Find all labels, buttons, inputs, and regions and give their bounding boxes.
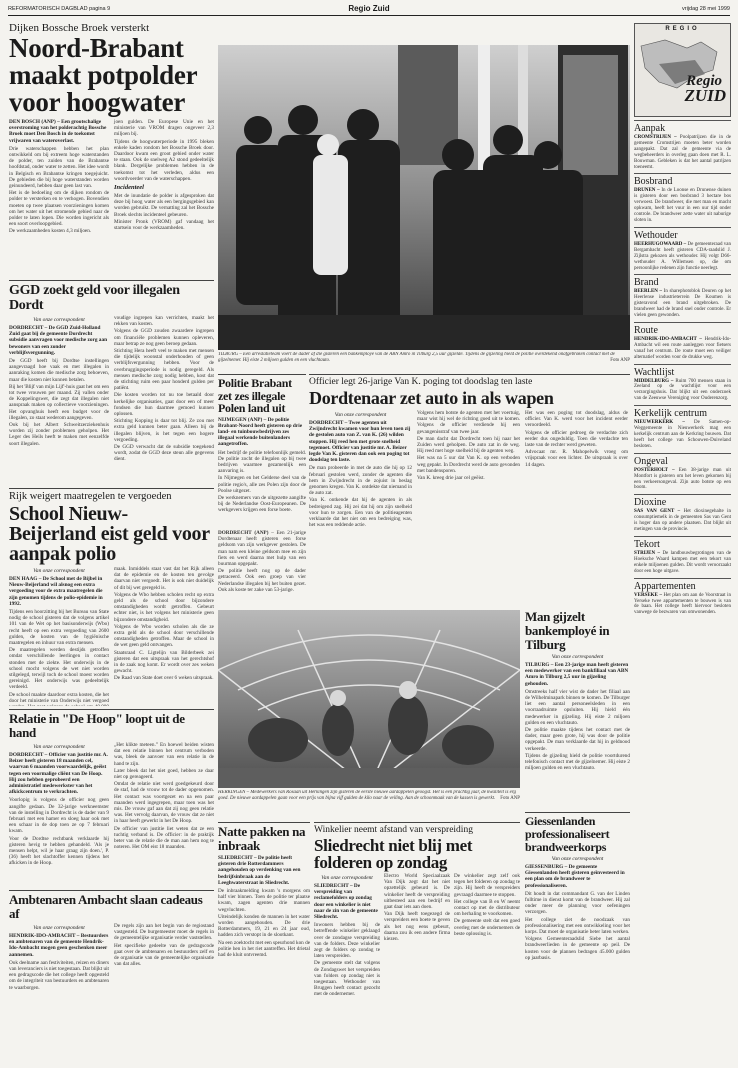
article-brandweer xyxy=(525,812,630,1032)
article-body-col1 xyxy=(9,797,109,866)
sidebar-item-text: Poolpatrijzen die in de gemeente Cromstrijen moeten beter worden aangepakt. Dat zal de gemeente via de wegbeheerders in overleg gaan doen met R. L. Bouwman. Gebleken is dat het aantal patrijzen toeneemt. xyxy=(634,135,731,170)
article-de-hoop xyxy=(9,709,214,887)
paragraph: Tijdens de gijzeling hield de politie voortdurend telefonisch contact met de gijzelnemer. Hij eiste 2 miljoen gulden en een vluchtauto. xyxy=(525,752,630,772)
subheading: Incidenteel xyxy=(114,184,144,192)
sidebar-item-text: De gemeenteraad van Bergambacht heeft gisteren CDA-raadslid J. Zijlstra gekozen als wethouder. Hij volgt D66-wethouder A. Willemsen op, die om persoonlijke redenen zijn functie neerlegt. xyxy=(634,241,731,271)
article-body xyxy=(218,888,310,958)
paragraph: Die kosten worden tot nu toe betaald door kerkelijke organisaties, gaat door een of meer fondsen die hun daarmee gemoed kunnen oplossen. xyxy=(114,392,214,418)
article-lead: TILBURG – Een 23-jarige man heeft gisteren een medewerker van een bankfiliaal van ABN Amro in Tilburg 2,5 uur in gijzeling gehouden. xyxy=(525,662,629,687)
paragraph: De school maakte daardoor extra kosten, die het door het ministerie van Onderwijs niet vergoed xyxy=(9,691,109,704)
sidebar-item xyxy=(634,274,731,319)
sidebar-item-title: Aanpak xyxy=(634,123,666,134)
sidebar-item-title: Ongeval xyxy=(634,455,668,467)
sidebar-item-text: De landbouwbegrotingen van de Hoeksche Waard kampen met een tekort van enkele miljoenen gulden. Dit wordt veroorzaakt door een hoge uitgave. xyxy=(634,550,731,574)
article-headline: Politie Brabant zet zes illegale Polen land uit xyxy=(218,376,292,415)
sidebar-item xyxy=(634,453,731,492)
article-lead: DEN BOSCH (ANP) – Een grootschalige overstroming van het polderachtig Bossche Broek moet Den Bosch in de toekomst vrijwaren van wateroverlast. xyxy=(9,119,107,144)
article-body xyxy=(218,450,306,514)
paragraph: Omstreeks half vier wist de dader het filiaal aan de Wilhelminapark binnen te komen. De Tilburger liet een aantal personeelsleden in een voorraadruimte opsluiten. Hij hield één medewerker in gijzeling. Hij eiste 2 miljoen gulden en een vluchtauto. xyxy=(525,688,630,726)
byline: Van onze correspondent xyxy=(321,875,373,881)
article-lead: HENDRIK-IDO-AMBACHT – Bestuurders en ambtenaren van de gemeente Hendrik-Ido-Ambacht mogen geen geschenken meer aannemen. xyxy=(9,933,109,958)
article-dordrecht-brief xyxy=(218,530,306,606)
article-lead: DEN HAAG – De School met de Bijbel in Nieuw-Beijerland wil alsnog een extra vergoeding voor de extra maatregelen die zijn genomen tijdens de polio-epidemie in 1992. xyxy=(9,576,103,607)
dateline: HENDRIK-IDO-AMBACHT – xyxy=(634,336,702,342)
sidebar-item-text: Een 38-jarige man uit Montfort is gisteren om het leven gekomen bij een verkeersongeval. Zijn auto botste op een boom. xyxy=(634,467,731,491)
dateline: DRUNEN – xyxy=(634,188,660,194)
article-lead: DORDRECHT – De GGD Zuid-Holland Zuid gaat bij de gemeente Dordrecht subsidie aanvragen voor medische zorg aan bewoners van een zonder verblijfsvergunning. xyxy=(9,325,108,356)
paragraph: De gemeente stelt dat een goed overleg met de ondernemers de beste oplossing is. xyxy=(454,918,520,937)
byline: Van onze correspondent xyxy=(33,317,85,323)
sidebar-item xyxy=(634,322,731,361)
logo-top-text: REGIO xyxy=(665,26,700,32)
article-ambacht xyxy=(9,890,214,1030)
paragraph: Uiteindelijk konden de mannen in het water worden aangehouden. De drie Rotterdammers, 19, 21 en 24 jaar oud, hadden zich verstopt in de slootkant. xyxy=(218,913,310,939)
byline: Van onze correspondent xyxy=(551,856,604,862)
header-left: REFORMATORISCH DAGBLAD pagina 9 xyxy=(8,6,111,12)
article-body-col1 xyxy=(9,146,109,235)
article-body-col1 xyxy=(309,465,412,528)
photo-arrest-caption xyxy=(218,352,630,372)
article-body xyxy=(525,689,630,772)
sidebar-item-title: Route xyxy=(634,324,658,336)
paragraph: Met de inundatie de polder is afgesproken dat deze bij hoog water als een bergingsgebied kan worden gebruikt. De vernatting zal het Bossche Broek slechts incidenteel gebeuren. xyxy=(114,193,214,218)
paragraph: De politie heeft nog op de dader getraceerd. Ook een groep van vier Nederlandse illegalen bij het buiten gezet. Ook als koste ter zake van 53-jarige. xyxy=(218,568,306,593)
paragraph: De Raad van State doet over 6 weken uitspraak. xyxy=(114,675,214,682)
photo-credit: Foto ANP xyxy=(610,357,630,363)
paragraph: Volgens Gemeenteraadslid Siebe het aantal brandweerlieden in de gemeente op peil. De kosten voor de plannen bedragen 45.000 gulden op jaarbasis. xyxy=(525,936,630,961)
sidebar-item-text: Het dioxinegehalte in consumptiemelk in de gemeenten Sas van Gent is hoger dan op andere plaatsen. Dat blijkt uit metingen van de provincie. xyxy=(634,509,731,533)
article-kicker: Rijk weigert maatregelen te vergoeden xyxy=(9,491,172,502)
paragraph: „Het klikte meteen.” En hoewel beiden wisten dat een relatie binnen het centrum verboden was, bleek de aanvoer van een relatie in de hand te zijn. xyxy=(114,742,214,767)
paragraph: Van K. ontkende dat hij de agenten in als bedreigend zag. Hij zei dat hij om zijn snelheid voor hun te zorgen. Een van de politieagenten verklaarde dat het niet om een bedreiging was, het was een reddende actie. xyxy=(309,497,412,529)
paragraph: Tijdens een hoorzitting bij het Bureau van State nodig de school gisteren dat de volgens artikel 101 van de Wet op het basisonderwijs (Wbo) recht heeft op een extra vergoeding van 2600 gulden, de kosten van de hygiënische maatregelen en inhuur van extra mensen. xyxy=(9,609,109,647)
article-lead: DORDRECHT – Officier van justitie mr. A. Beizer heeft gisteren 18 maanden cel, waarvan 6 maanden voorwaardelijk, geëist tegen een voormalige cliënt van De Hoop. Hij zou hebben geprobeerd een administratief medewerkster van het afkickcentrum te verkrachten. xyxy=(9,752,108,796)
sidebar-item xyxy=(634,405,731,450)
paragraph: In Nijmegen en het Gelderse deel van de politie regio's, alle zes Polen zijn door de Poolse uitgezet. xyxy=(218,475,306,494)
sidebar-item xyxy=(634,494,731,533)
article-body-col1 xyxy=(9,358,109,447)
dateline: VERSEKE – xyxy=(634,592,662,598)
logo-word-2: ZUID xyxy=(684,86,726,105)
paragraph: Volgens de GGD zouden zwaardere ingrepen om financiële problemen kunnen opleveren, maar betrap ze nog geen beroep gedaan. xyxy=(114,328,214,347)
sidebar-item-title: Bosbrand xyxy=(634,176,673,188)
sidebar-item-text: Ruim 700 mensen staan in Zeeland op de wachtlijst voor een verzorgingshuis. Dat blijkt uit een onderzoek van de Zeeuwse Vereniging voor Ouderenzorg. xyxy=(634,378,731,402)
paragraph: Stichting Hera heeft veel te maken met mensen die tijdelijk woonstal onderhouden of geen verblijfsvergunning hebben. Voor de overbruggingsperiode is nodig geregeld. Als mensen medische zorg nodig hebben, kost dat de stichting ruim een paar honderd gulden per patiënt. xyxy=(114,348,214,392)
article-headline: Sliedrecht niet blij met folderen op zondag xyxy=(314,836,473,872)
paragraph: De werkzaamheden kosten 4,3 miljoen. xyxy=(9,228,92,235)
paragraph: De man dacht dat Dordrecht toen hij naar het Zuiden werd geholpen. De auto zat in de weg. Hij reed met hoge snelheid bij de agenten weg. xyxy=(417,435,520,455)
paragraph: Bij het 'Blijf van mijn Lijf'-huis gaat het om een tot twee vrouwen per maand. Zij vallen onder de Koppelingswet, die zegt dat illegalen niet aanspraak maken op collectieve voorzieningen. Het opvanghuis heeft een budget voor de illegalen, zo staat wederom aangegeven. xyxy=(9,383,109,421)
paragraph: – Een 21-jarige Dordtenaar heeft gisteren een forse geldsom van zijn werkgever gestolen. De man nam een kleine geldsom mee en zijn fiets en werd daarna met hulp van een buurman opgepakt. xyxy=(218,530,306,568)
paragraph: Volgens de Wbo worden scholen als die ze extra geld als de school door verschillende omstandigheden getroffen. Maar de school in de wet geen geld ontvangen. xyxy=(114,623,214,649)
article-body-col2 xyxy=(114,566,214,682)
article-lead: GIESSENBURG – De gemeente Giessenlanden heeft gisteren geïnvesteerd in een plan om de brandweer te professionaliseren. xyxy=(525,864,625,889)
paragraph: Voor de Dordtse rechtbank verklaarde hij gisteren hevig te hebben gehandeld. 'Als je mensen helpt, wil je haar graag zijn doen.', P. (36) heeft het slachtoffer kennen tijdens het afkicken in de Hoop. xyxy=(9,835,109,867)
article-body-col3 xyxy=(454,873,520,937)
sidebar-item-title: Kerkelijk centrum xyxy=(634,408,708,420)
paragraph: Minister Pronk (VROM) gaf vandaag het startsein voor de werkzaamheden. xyxy=(114,218,214,232)
paragraph: Het bedrijf de politie telefoonlijk gemeld. De politie zocht de illegalen op bij twee bedrijven waarmee gezamenlijk een aanvaring is. xyxy=(218,449,306,475)
paragraph: Het specifieke gedeelte van de gedragscode gaat over de ambtenaren en bestuurders zelf en de organisatie van de gemeentelijke organisatie van dat alles. xyxy=(114,942,214,968)
paragraph: Het is de bedoeling om de dijken rondom de polder te versterken en te verhogen. Bovendien moeten op twee plaatsen voorzieningen komen om het water uit het stromende gebied naar de polder te laten lopen. Die worden ingericht als een soort overloopgebied. xyxy=(9,190,109,228)
article-body-col3 xyxy=(525,410,628,468)
photo-greenhouse-caption xyxy=(218,790,520,820)
paragraph: Tijdens de hoogwaterperiode in 1995 bleken enkele kaden rondom het Bossche Broek door. Daardoor kwam een groot gebied onder water te staan. Ook de snelweg A2 stond gedeeltelijk blank. Dergelijke problemen hebben in de toekomst tot het verleden, aldus een woordvoerder van de waterschappen. xyxy=(114,138,214,182)
article-headline: Man gijzelt bankemployé in Tilburg xyxy=(525,610,610,652)
paragraph: Drie waterschappen hebben het plan ontwikkeld om bij extreem hoge waterstanden de polder, ten zuiden van de Brabantse hoofdstad, onder water te zetten. Het idee wordt in Belgisch en Brabantse kringen toegejuicht. De gebieden die bij hoge waterstanden worden geinundeerd, hebben daar geen last van. xyxy=(9,145,109,190)
sidebar-item-title: Dioxine xyxy=(634,497,667,509)
sidebar-item-text: Het plan om aan de Voorstraat in Yerseke twee appartementen te bouwen is van de baan. Het college heeft hiervoor besloten vanwege de bezwaren van omwonenden. xyxy=(634,592,731,616)
paragraph: Later bleek dat het niet goed, hebben ze daar niet op gereageerd. xyxy=(114,767,214,781)
page-header xyxy=(8,3,730,16)
article-kicker: Officier legt 26-jarige Van K. poging tot doodslag ten laste xyxy=(309,377,533,387)
paragraph: De winkelier zegt zelf ook tegen het folderen op zondag te zijn. Hij heeft de verspreiders gevraagd daarmee te stoppen. xyxy=(454,873,520,898)
sidebar-item-title: Brand xyxy=(634,277,659,289)
byline: Van onze correspondent xyxy=(551,654,604,660)
dateline: STRIJEN – xyxy=(634,550,661,556)
dateline: HEERHUGOWAARD – xyxy=(634,241,687,247)
article-body-col2b xyxy=(114,193,214,231)
article-headline: School Nieuw-Beijerland eist geld voor aanpak polio xyxy=(9,503,210,565)
sidebar-item-title: Tekort xyxy=(634,538,660,550)
caption-text: TILBURG – Een arrestatieteam voert de dader af die gisteren een bankemployé van de ABN Amro in Tilburg 2,5 uur gijzelde. Tijdens de gijzeling hield de politie overdekend onafgebroken contact met de gijzelnemer. Hij eiste 2 miljoen gulden en een vluchtauto. xyxy=(218,352,615,363)
paragraph: Het college ziet de noodzaak van professionalisering met een ontwikkeling voor het korps. Dat moet de organisatie beter laten werken. xyxy=(525,916,630,936)
dateline: CROMSTRIJEN – xyxy=(634,135,677,140)
article-body-col2 xyxy=(114,315,214,463)
regio-zuid-logo xyxy=(634,23,731,117)
article-headline: Relatie in "De Hoop" loopt uit de hand xyxy=(9,711,185,740)
photo-arrest xyxy=(218,45,630,350)
article-lead: DORDRECHT – Twee agenten uit Zwijndrecht kwamen voor hun leven toen zij de gestolen auto van Z. van K. (26) wilden stoppen. Hij reed hen met grote snelheid tegemoet. Officier van justitie mr. A. Beizer legde Van K. gisteren dan ook een poging tot doodslag ten laste. xyxy=(309,420,411,464)
article-headline: GGD zoekt geld voor illegalen Dordt xyxy=(9,283,180,313)
logo-word-1: Regio xyxy=(686,73,722,89)
article-body-col2 xyxy=(417,410,520,481)
paragraph: voudige ingrepen kan verrichten, maakt het rekken van kosten. xyxy=(114,315,214,328)
paragraph: Het college van B en W neemt contact op met de distributeur om herhaling te voorkomen. xyxy=(454,898,520,918)
paragraph: De GGD heeft bij Dordtse instellingen aangevraagd hoe vaak en met illegalen in aanraking komen die medische zorg behoeven, maar die kosten niet kunnen betalen. xyxy=(9,358,109,383)
paragraph: Na een zoektocht met een speurhond kon de politie hen in het riet aantreffen. Het drietal had de kluit ontvreemd. xyxy=(218,939,310,959)
paragraph: Staatsraad C. Ligtelijn van Bilderbeek zei gisteren dat een uitspraak van het gerechtshof in de zaak nog komt. Er wordt over zes weken gewacht. xyxy=(114,649,214,675)
paragraph: De officier van justitie liet weten dat ze een tuchtig verband is. De officier: in de praktijk beter van de relatie die de man aan hem nog te noteren. Het OM eist 18 maanden. xyxy=(114,825,214,851)
paragraph: De politie maakte tijdens het contact met de dader, maar geen grote, hij was door de politie opgepakt. De man verklaarde dat hij in geldnood verkeerde. xyxy=(525,727,630,752)
paragraph: De gemeente stelt dat volgens de Zondagswet het verspreiden van folders op zondag niet is toegestaan. Wethouder van Bruggen heeft contact gezocht met de ondernemer. xyxy=(314,960,380,998)
article-dordtenaar xyxy=(309,374,630,606)
article-inbraak xyxy=(218,822,310,1032)
paragraph: De regels zijn aan het begin van de regiostand vastgesteld. De burgemeester moet de regels in de gemeentelijke organisatie verder vaststellen. xyxy=(114,923,214,942)
arrest-photo-image xyxy=(218,45,630,350)
caption-text: HERKINGEN – Medewerkers van Rosaan uit Herkingen zijn gisteren de eerste nieuwe aardappelen geoogst. Het is een prachtig jaar, de kwaliteit is erg goed. De nieuwe aardappelen gaan voor een prijs van bijna vijf gulden de kilo naar de veiling. Aan de schoonmaak van de kassen is gewerkt. xyxy=(218,790,517,801)
article-kicker: Dijken Bossche Broek versterkt xyxy=(9,22,150,34)
article-body-col2 xyxy=(114,923,214,967)
paragraph: Volgens de officier gedroeg de verdachte zich eerder dus ongeduldig. Toen die verdachte ten laste van de rechter werd geweten. xyxy=(525,429,628,449)
sidebar-item-title: Wethouder xyxy=(634,229,678,241)
sidebar-item xyxy=(634,364,731,403)
paragraph: Omdat de relatie niet werd goedgekeurd door de staf, had de vrouw tot de dader opgenomen. Het contact was voortgezet en na een paar maanden werd ingegrepen, maar toen was het mis. De vrouw gaf aan dat zij nog geen relatie was. Het vervolg daarvan, de vrouw dat ze niet in haar heeft gewerkt in het De Hoop. xyxy=(114,781,214,825)
article-body xyxy=(218,530,306,593)
article-body-col2 xyxy=(114,119,214,182)
sidebar-item xyxy=(634,173,731,223)
article-body-col1 xyxy=(314,922,380,997)
paragraph: Voorlopig is volgens de officier nog geen aangifte gedaan. De 32-jarige werkneemster van de instelling in Dordrecht is de dader van 9 februari met een hamer en sloeg haar ook met een schaar in de dop toen ze op 7 februari kwam. xyxy=(9,797,109,835)
dateline: POSTERHOLT – xyxy=(634,467,675,473)
paragraph: De werknemers van de uitgezette aangifte bij de Nederlandse Oost-Europeanen. De werkgevers krijgen een forse boete. xyxy=(218,494,306,514)
sidebar-item-title: Appartementen xyxy=(634,580,696,592)
paragraph: Ook bij het Albert Schweitzerziekenhuis worden zij zonder problemen geholpen. Het Leger des Heils heeft te maken met eenzelfde soort illegalen. xyxy=(9,422,109,447)
paragraph: Ook deelname aan festiviteiten, reizen en diners van leveranciers is niet toegestaan. Dat blijkt uit een gedragscode die het college heeft opgesteld om de integriteit van bestuurders en ambtenaren te waarborgen. xyxy=(9,959,109,991)
paragraph: De man probeerde in met de auto die hij op 12 februari gestolen werd, zonder de agenten die hem in Zwijndrecht in de zojuist in beslag genomen kregen. Van K. ontdekte dat niemand in de auto zat. xyxy=(309,465,412,497)
article-ggd xyxy=(9,280,214,485)
article-gijzeling xyxy=(525,610,630,810)
byline: Van onze correspondent xyxy=(334,412,387,418)
sidebar-item xyxy=(634,536,731,575)
article-body xyxy=(525,891,630,961)
article-body-col1 xyxy=(9,609,109,706)
paragraph: De maatregelen werden destijds getroffen omdat verschillende leerlingen in contact stonden met de ziekte. Het onderwijs in de school mocht volgens de wet niet worden stilgelegd, terwijl toch de school moest worden gereinigd. Het onderwijs was gedeeltelijk verdeeld. xyxy=(9,647,109,691)
paragraph: Van Dijk heeft toegezegd de verspreiders een boete te geven als het nog eens gebeurt, daarna zou ik een andere firma kiezen. xyxy=(384,911,450,943)
paragraph: De inbraakmelding kwam 's morgens om half vier binnen. Toen de politie ter plaatse kwam, zagen agenten drie mannen wegvluchten. xyxy=(218,888,310,913)
sidebar-item-title: Wachtlijst xyxy=(634,366,675,378)
paragraph: Het was een poging tot doodslag, aldus de officier. Van K. werd voor het incident eerder veroordeeld. xyxy=(525,410,628,429)
article-lead: NIJMEGEN (ANP) – De politie Brabant-Noord heeft gisteren op drie land- en tuinbouwbedrijven zes illegaal werkende buitenlanders aangetroffen. xyxy=(218,416,303,448)
paragraph: Stichting Kopping is daar tot blij. Ze zou met extra geld kunnen beter gaan. Alleen bij de illegalen blijven, is het tegen een hogere vergoeding. xyxy=(114,418,214,443)
article-headline: Natte pakken na inbraak xyxy=(218,824,306,853)
article-potpolder xyxy=(9,22,214,277)
article-headline: Noord-Brabant maakt potpolder voor hoogwater xyxy=(9,33,197,117)
paragraph: Dit houdt in dat commandant G. van der Linden fulltime in dienst komt van de brandweer. Hij zal onder meer de planning voor oefeningen verzorgen. xyxy=(525,890,630,916)
sidebar-item xyxy=(634,578,731,617)
paragraph: Volgens de Wbo hebben scholen recht op extra geld als de school door bijzondere omstandigheden wordt getroffen. Gebeurt echter niet, is het volgens het ministerie geen bijzondere omstandigheid. xyxy=(114,591,214,623)
paragraph: Het was na 5 uur dat Van K. op een verboden weg gepakt. In Dordrecht werd de auto gevonden met bandensporen. xyxy=(417,455,520,474)
dateline: BEERLEN – xyxy=(634,289,663,295)
paragraph: maak. Inmiddels staat vast dat het Rijk alleen dat de epidemie en de kosten ten gevolge daarvan niet vergoedt. Het is ook niet duidelijk of dit bij wet geregeld is. xyxy=(114,566,214,591)
article-headline: Ambtenaren Ambacht slaan cadeaus af xyxy=(9,892,203,921)
article-lead: SLIEDRECHT – De politie heeft gisteren drie Rotterdammers aangehouden op verdenking van een bedrijfsinbraak aan de Leeghwaterstraat in Sliedrecht. xyxy=(218,855,301,886)
paragraph: Electro World Speciaalzaak Van Dijk zegt dat het niet opzettelijk gebeurd is. De winkelier heeft de verspreiding uitbesteed aan een bedrijf en gaat daar iets aan doen. xyxy=(384,873,450,911)
byline: Van onze correspondent xyxy=(33,925,85,931)
byline: Van onze correspondent xyxy=(33,744,85,750)
sidebar-item-text: De Samen-op-Weggemeente in Nieuwerkerk mag een kerkelijk centrum aan de Kerkring bouwen. Dat heeft het college van Schouwen-Duiveland besloten. xyxy=(634,420,731,449)
sidebar-item xyxy=(634,120,731,170)
sidebar-item xyxy=(634,227,731,272)
article-lead: SLIEDRECHT – De verspreiding van reclamefolders op zondag door een winkelier is niet naar de zin van de gemeente Sliedrecht. xyxy=(314,883,378,921)
sidebar-regio xyxy=(634,23,731,1033)
greenhouse-photo-image xyxy=(218,610,520,788)
article-kicker: Winkelier neemt afstand van verspreiding xyxy=(314,825,473,835)
dateline: SAS VAN GENT – xyxy=(634,509,681,515)
paragraph: Van K. kreeg drie jaar cel geëist. xyxy=(417,475,485,482)
header-date: vrijdag 28 mei 1999 xyxy=(681,6,730,12)
article-headline: Dordtenaar zet auto in als wapen xyxy=(309,388,554,408)
paragraph: De GGD verwacht dat de subsidie toegekend wordt, zodat de GGD deze steun alle gegevens dient. xyxy=(114,444,214,463)
photo-greenhouse xyxy=(218,610,520,788)
article-body-col2 xyxy=(114,742,214,850)
paragraph: Volgens hem botste de agenten met het voertuig, maar wist hij wel de richting goed uit te komen. Volgens de officier verdiende hij een gevangenisstraf van twee jaar. xyxy=(417,410,520,435)
byline: Van onze correspondent xyxy=(33,568,85,574)
article-body-col1 xyxy=(9,960,109,991)
paragraph: Inwoners hebben bij de betreffende winkelier geklaagd over de zondagse verspreiding van de folders. Deze winkelier zegt de folders op zondag te laten verspreiden. xyxy=(314,922,380,960)
paragraph: joen gulden. De Europese Unie en het ministerie van VROM dragen ongeveer 2,3 miljoen bij. xyxy=(114,119,214,138)
dateline: NIEUWERKERK – xyxy=(634,420,685,426)
brief-dateline: DORDRECHT (ANP) xyxy=(218,530,269,536)
header-section: Regio Zuid xyxy=(348,4,390,13)
article-folderen xyxy=(314,822,520,1032)
dateline: MIDDELBURG – xyxy=(634,378,674,384)
article-body-col2 xyxy=(384,873,450,942)
photo-credit: Foto ANP xyxy=(500,795,520,801)
article-polio xyxy=(9,488,214,706)
article-headline: Giessenlanden professionaliseert brandweerkorps xyxy=(525,814,610,854)
sidebar-item-text: In de Loonse en Drunense duinen is gisteren door een bosbrand 3 hectare bos verwoest. De brandweer, die met man en macht opkwam, heeft het vuur in een uur tijd onder controle. De brandweer zette water uit naburige sloten in. xyxy=(634,188,731,223)
sidebar-item-text: In sharephotoblok Deuren op het Heerlense industrieterrein De Koumen is gisteravond een brand uitgebroken. De brandweer had de brand snel onder controle. Er vielen geen gewonden. xyxy=(634,289,731,319)
sidebar-item-text: Hendrik-Ido-Ambacht wil een route aanleggen voor fietsers vanaf het centrum. De route moet een veiliger alternatief worden voor de drukke weg. xyxy=(634,336,731,360)
paragraph: Advocaat mr. R. Mahopelwik vroeg om vrijspraak voor een lichter. De uitspraak is over 14 dagen. xyxy=(525,449,628,468)
